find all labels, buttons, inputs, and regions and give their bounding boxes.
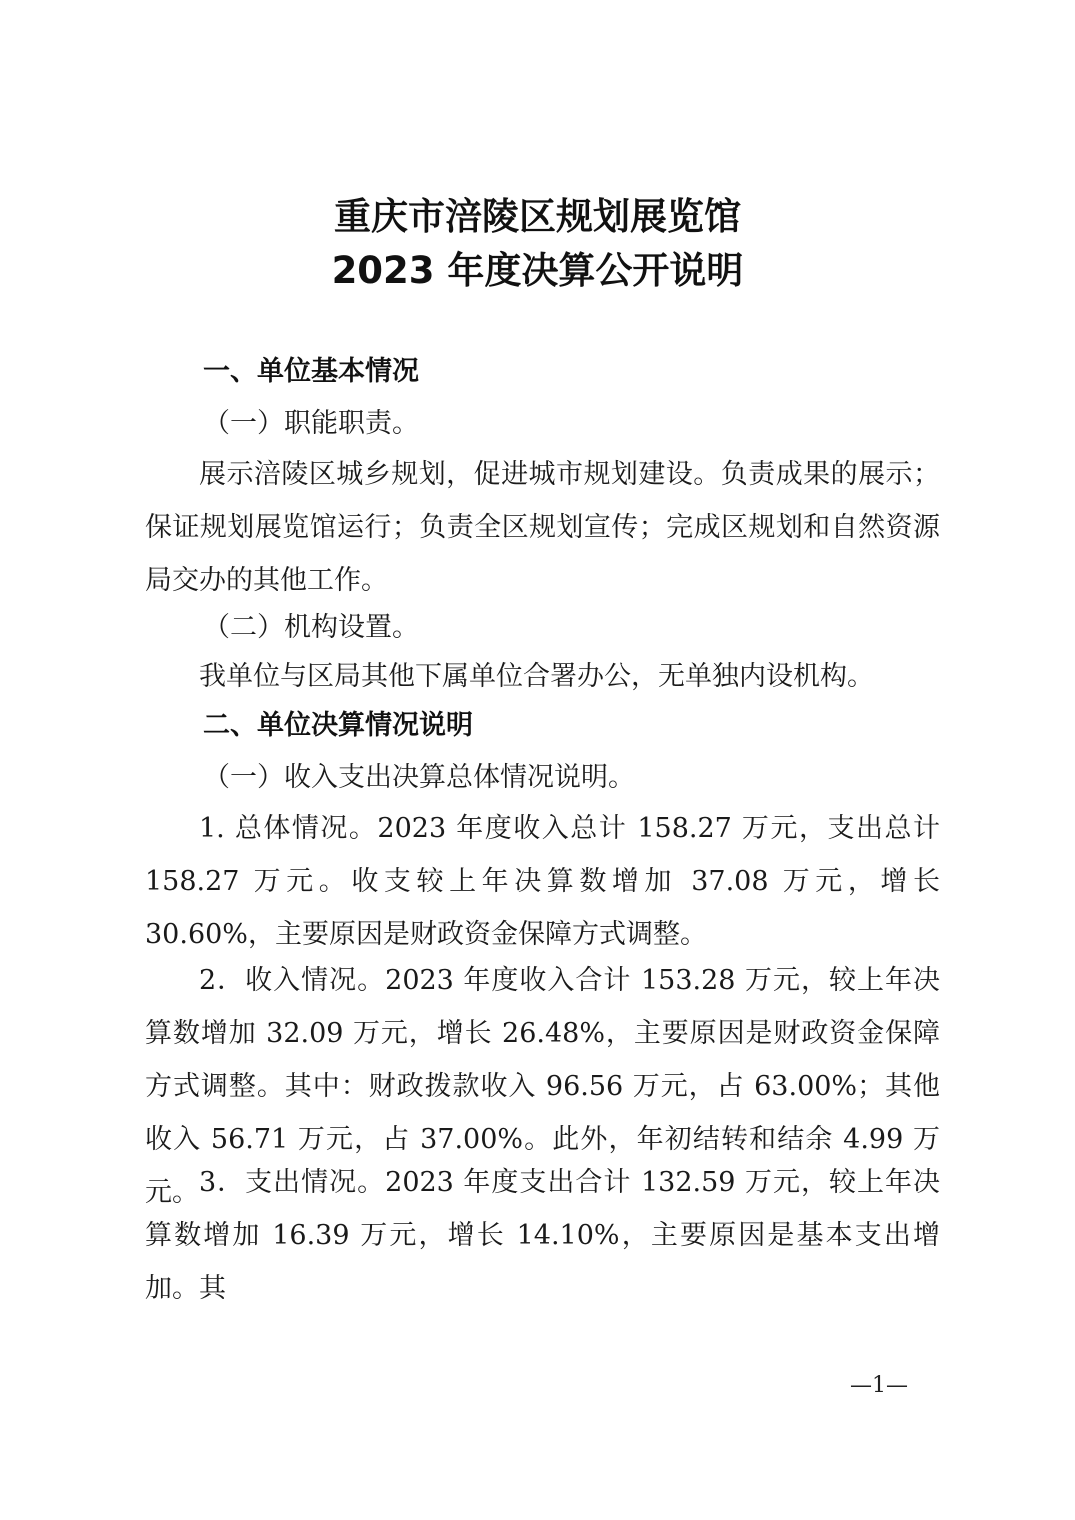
section2-item3: 3．支出情况。2023 年度支出合计 132.59 万元，较上年决算数增加 16.39 万元，增长 14.10%，主要原因是基本支出增加。其 <box>145 1167 940 1304</box>
section2-item1: 1. 总体情况。2023 年度收入总计 158.27 万元，支出总计 158.27 万元。收支较上年决算数增加 37.08 万元，增长 30.60%，主要原因是财政资金保障方式调整。 <box>145 813 940 950</box>
section1-para1: 展示涪陵区城乡规划，促进城市规划建设。负责成果的展示；保证规划展览馆运行；负责全区规划宣传；完成区规划和自然资源局交办的其他工作。 <box>145 459 940 596</box>
document-title-line1: 重庆市涪陵区规划展览馆 <box>334 195 741 238</box>
document-title-line2: 2023 年度决算公开说明 <box>331 249 744 292</box>
section2-sub1: （一）收入支出决算总体情况说明。 <box>203 762 635 793</box>
section1-sub2: （二）机构设置。 <box>203 612 419 643</box>
section2-heading: 二、单位决算情况说明 <box>203 710 473 741</box>
section1-heading: 一、单位基本情况 <box>203 356 419 387</box>
section1-sub1: （一）职能职责。 <box>203 408 419 439</box>
page-number: —1— <box>850 1373 908 1398</box>
section2-item2: 2．收入情况。2023 年度收入合计 153.28 万元，较上年决算数增加 32.09 万元，增长 26.48%，主要原因是财政资金保障方式调整。其中：财政拨款收入 96.56 万元，占 63.00%；其他收入 56.71 万元，占 37.00%。此外，年初结转和结余 4.99 万元。 <box>145 965 940 1208</box>
section1-para2: 我单位与区局其他下属单位合署办公，无单独内设机构。 <box>199 661 874 692</box>
